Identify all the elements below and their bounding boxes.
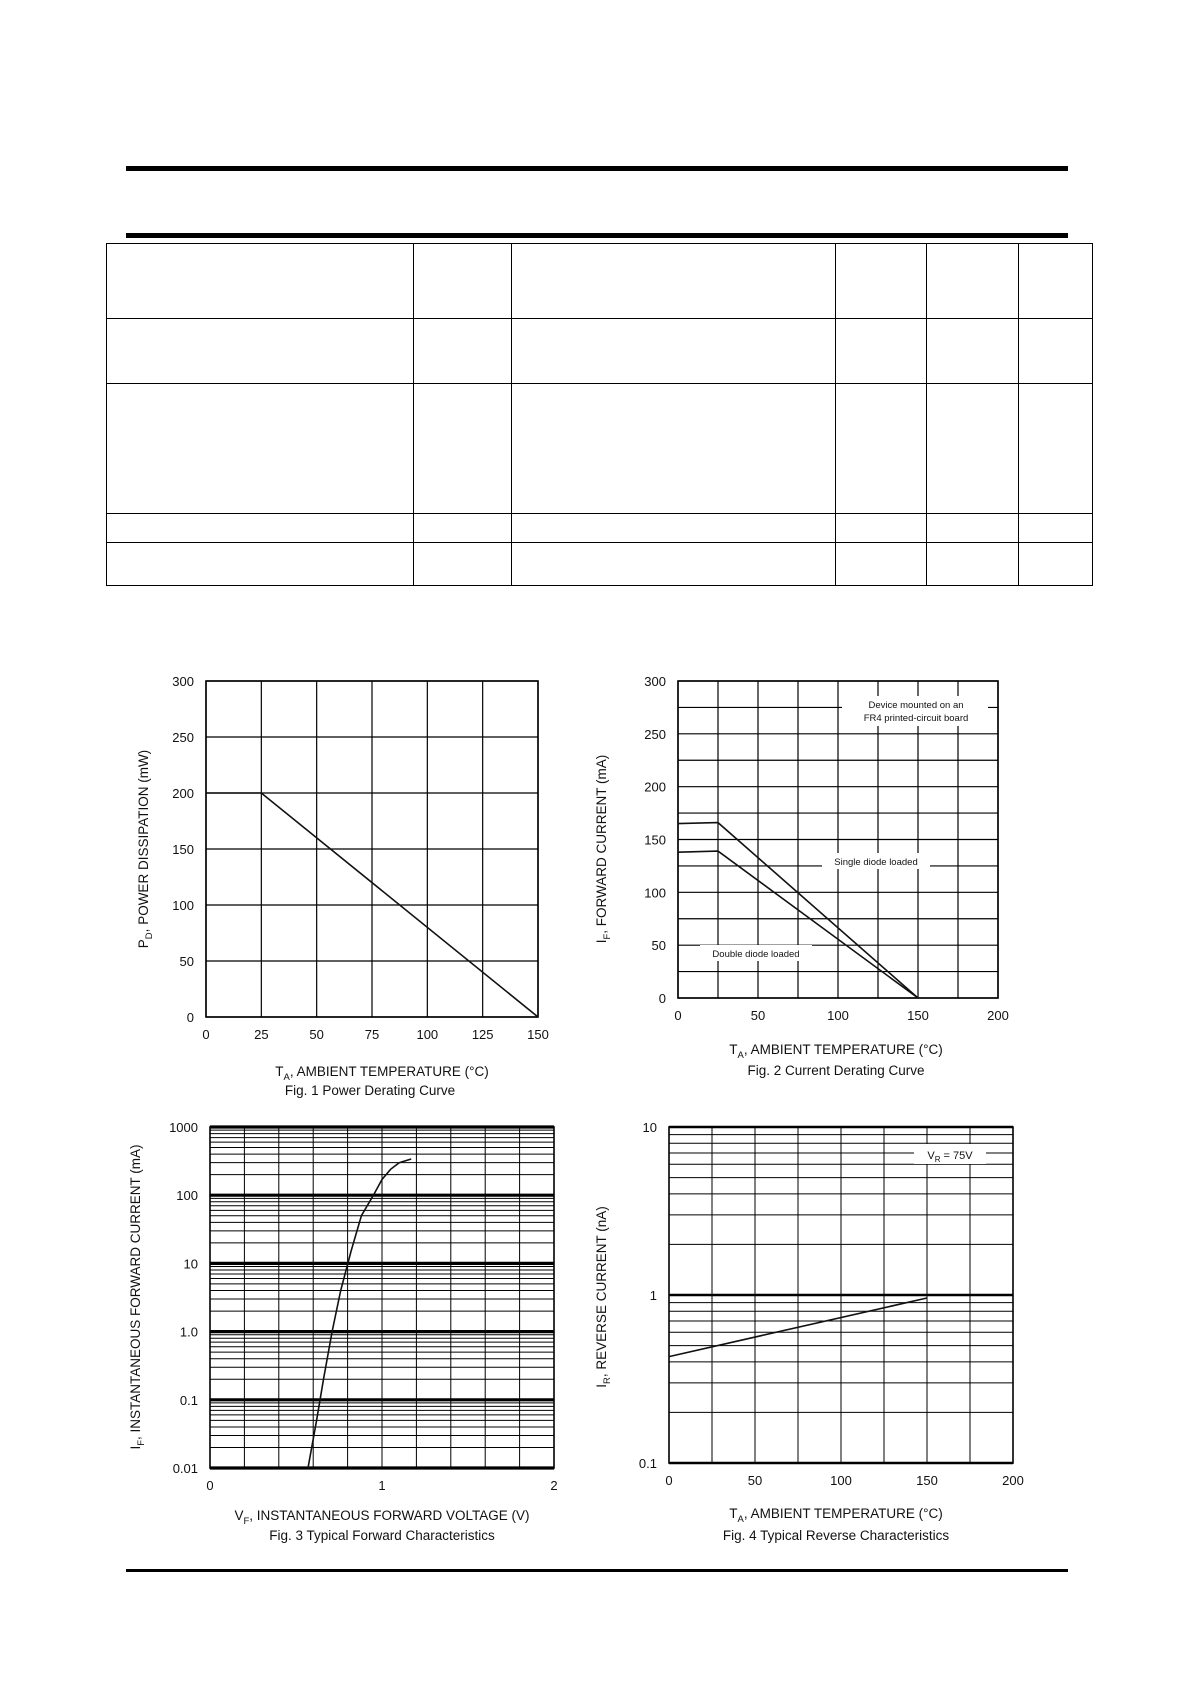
x-tick-label: 100 (827, 1008, 849, 1023)
y-tick-label: 0.01 (172, 1461, 198, 1476)
y-tick-label: 100 (644, 885, 666, 901)
x-tick-label: 0 (202, 1027, 210, 1042)
annotation-single: Single diode loaded (834, 857, 918, 868)
y-tick-label: 50 (651, 938, 666, 954)
y-tick-label: 150 (644, 832, 666, 848)
annotation-device: Device mounted on an (868, 700, 964, 711)
y-tick-label: 50 (179, 954, 194, 969)
y-tick-label: 1 (649, 1288, 657, 1303)
fig3-forward-characteristics-chart (128, 1120, 558, 1543)
fig1-power-derating-chart (136, 674, 549, 1098)
x-tick-label: 0 (206, 1478, 214, 1493)
y-tick-label: 100 (172, 898, 194, 913)
y-tick-label: 150 (172, 842, 194, 857)
y-axis-label: $I_R$, REVERSE CURRENT (nA) (594, 1206, 613, 1388)
x-axis-label: $V_F$, INSTANTANEOUS FORWARD VOLTAGE (V) (234, 1508, 530, 1527)
y-tick-label: 300 (644, 674, 666, 689)
x-tick-label: 50 (309, 1027, 324, 1042)
x-tick-label: 125 (471, 1027, 494, 1042)
y-tick-label: 10 (183, 1256, 198, 1272)
x-tick-label: 25 (254, 1027, 269, 1042)
y-tick-label: 200 (172, 786, 194, 801)
x-tick-label: 0 (674, 1008, 682, 1023)
x-tick-label: 0 (665, 1473, 673, 1488)
y-tick-label: 0.1 (179, 1392, 198, 1408)
y-tick-label: 200 (644, 779, 666, 795)
annotation-double: Double diode loaded (712, 949, 800, 960)
figure-caption: Fig. 3 Typical Forward Characteristics (269, 1528, 495, 1543)
figure-caption: Fig. 2 Current Derating Curve (747, 1063, 925, 1078)
x-tick-label: 2 (550, 1478, 558, 1493)
y-tick-label: 1000 (169, 1120, 198, 1135)
annotation-vr: $V_R = 75V$ (927, 1150, 973, 1164)
y-tick-label: 0 (186, 1010, 194, 1025)
y-axis-label: $I_F$, FORWARD CURRENT (mA) (594, 754, 613, 944)
figure-caption: Fig. 1 Power Derating Curve (284, 1083, 456, 1098)
x-tick-label: 150 (527, 1027, 549, 1042)
x-tick-label: 150 (907, 1008, 929, 1023)
fig2-current-derating-chart (594, 674, 1009, 1078)
annotation-board: FR4 printed-circuit board (863, 713, 969, 724)
x-tick-label: 100 (416, 1027, 439, 1042)
x-tick-label: 100 (830, 1473, 852, 1488)
y-tick-label: 300 (172, 674, 194, 689)
y-axis-label: $I_F$, INSTANTANEOUS FORWARD CURRENT (mA) (128, 1144, 147, 1450)
x-tick-label: 200 (987, 1008, 1009, 1023)
x-tick-label: 150 (916, 1473, 938, 1488)
x-tick-label: 50 (750, 1008, 766, 1023)
x-axis-label: $T_A$, AMBIENT TEMPERATURE (°C) (275, 1064, 489, 1083)
fig4-reverse-characteristics-chart (594, 1120, 1024, 1543)
x-tick-label: 50 (747, 1473, 763, 1488)
y-tick-label: 1.0 (179, 1324, 198, 1340)
figure-caption: Fig. 4 Typical Reverse Characteristics (722, 1528, 950, 1543)
y-tick-label: 250 (644, 726, 666, 742)
x-tick-label: 75 (364, 1027, 380, 1042)
x-tick-label: 200 (1002, 1473, 1024, 1488)
y-tick-label: 10 (642, 1120, 657, 1135)
y-tick-label: 100 (176, 1188, 198, 1204)
y-tick-label: 0.1 (638, 1456, 657, 1471)
x-axis-label: $T_A$, AMBIENT TEMPERATURE (°C) (729, 1506, 943, 1525)
y-tick-label: 0 (658, 991, 666, 1006)
y-axis-label: $P_D$, POWER DISSIPATION (mW) (136, 749, 155, 949)
x-tick-label: 1 (378, 1478, 386, 1493)
x-axis-label: $T_A$, AMBIENT TEMPERATURE (°C) (729, 1042, 943, 1061)
y-tick-label: 250 (172, 730, 194, 745)
